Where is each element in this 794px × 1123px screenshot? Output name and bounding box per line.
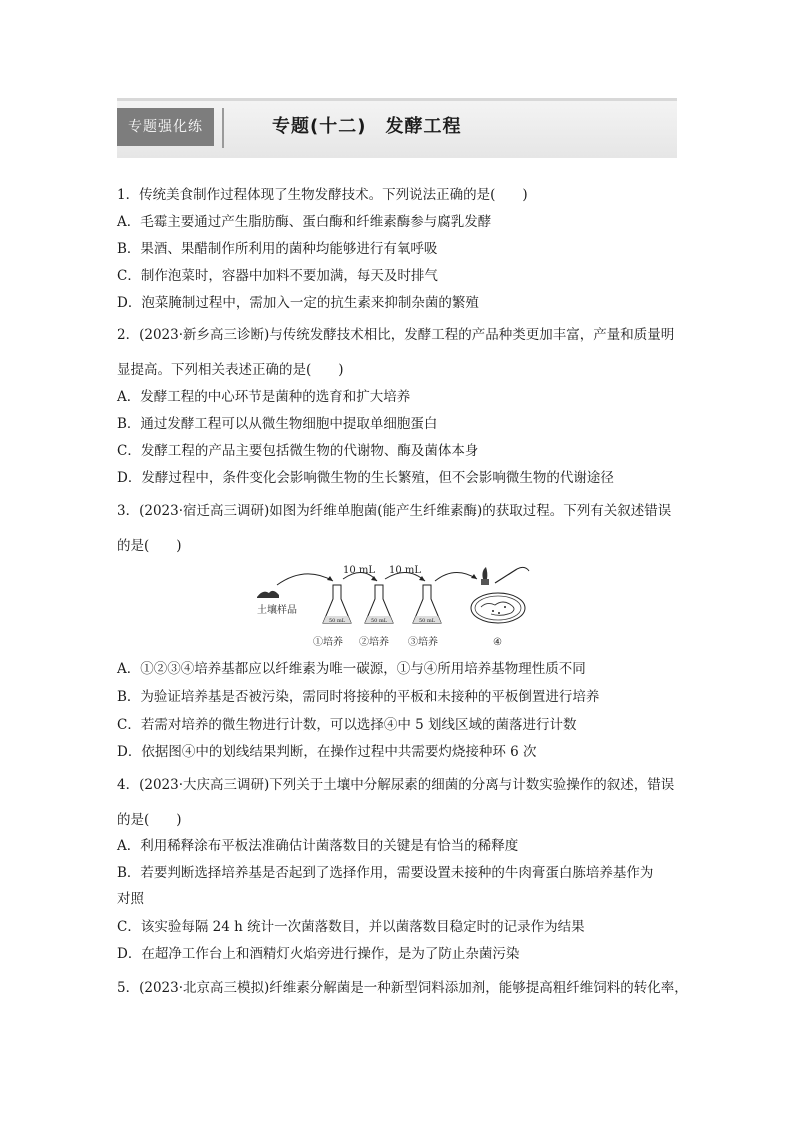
- question-3-option-a: A．①②③④培养基都应以纤维素为唯一碳源，①与④所用培养基物理性质不同: [117, 661, 586, 677]
- flask-1-icon: [323, 585, 351, 624]
- step-2-label: ②培养: [359, 637, 389, 648]
- step-4-label: ④: [493, 637, 502, 648]
- soil-sample-icon: [257, 591, 279, 598]
- transfer-volume-2: 10 mL: [389, 565, 422, 576]
- flask-2-volume: 50 mL: [371, 618, 388, 624]
- arrow-flask3-to-plate: [435, 572, 477, 581]
- question-1-stem: 1．传统美食制作过程体现了生物发酵技术。下列说法正确的是( ): [117, 187, 528, 203]
- arrow-soil-to-flask1: [277, 574, 333, 585]
- flask-3-volume: 50 mL: [419, 618, 436, 624]
- question-3-stem-line2: 的是( ): [117, 538, 182, 554]
- question-3-stem-line1: 3．(2023·宿迁高三调研)如图为纤维单胞菌(能产生纤维素酶)的获取过程。下列有关叙述错误: [117, 503, 672, 519]
- flask-3-icon: [413, 585, 441, 624]
- section-tag: 专题强化练: [117, 108, 214, 146]
- question-2-option-b: B．通过发酵工程可以从微生物细胞中提取单细胞蛋白: [117, 416, 438, 432]
- inoculating-loop-icon: [481, 567, 529, 585]
- page-title: 专题(十二) 发酵工程: [272, 116, 462, 137]
- question-3-option-d: D．依据图④中的划线结果判断，在操作过程中共需要灼烧接种环 6 次: [117, 744, 537, 760]
- question-1-option-a: A．毛霉主要通过产生脂肪酶、蛋白酶和纤维素酶参与腐乳发酵: [117, 214, 492, 230]
- petri-dish-icon: [471, 593, 525, 623]
- transfer-volume-1: 10 mL: [343, 565, 376, 576]
- question-4-stem-line2: 的是( ): [117, 812, 182, 828]
- soil-sample-label: 土壤样品: [257, 605, 297, 616]
- question-1-option-b: B．果酒、果醋制作所利用的菌种均能够进行有氧呼吸: [117, 241, 438, 257]
- header-divider: [222, 108, 224, 148]
- question-2-stem-line1: 2．(2023·新乡高三诊断)与传统发酵技术相比，发酵工程的产品种类更加丰富，产量和质量明: [117, 327, 675, 343]
- header-stripe: [117, 98, 677, 101]
- question-2-option-a: A．发酵工程的中心环节是菌种的选育和扩大培养: [117, 389, 411, 405]
- question-4-option-a: A．利用稀释涂布平板法准确估计菌落数目的关键是有恰当的稀释度: [117, 838, 519, 854]
- question-4-option-d: D．在超净工作台上和酒精灯火焰旁进行操作，是为了防止杂菌污染: [117, 946, 520, 962]
- question-3-option-b: B．为验证培养基是否被污染，需同时将接种的平板和未接种的平板倒置进行培养: [117, 689, 600, 705]
- question-1-option-c: C．制作泡菜时，容器中加料不要加满，每天及时排气: [117, 268, 438, 284]
- culture-process-figure: [255, 563, 535, 655]
- flask-1-volume: 50 mL: [329, 618, 346, 624]
- question-2-stem-line2: 显提高。下列相关表述正确的是( ): [117, 362, 344, 378]
- question-4-option-b-line2: 对照: [117, 891, 144, 907]
- flask-2-icon: [365, 585, 393, 624]
- step-1-label: ①培养: [313, 637, 343, 648]
- question-1-option-d: D．泡菜腌制过程中，需加入一定的抗生素来抑制杂菌的繁殖: [117, 295, 479, 311]
- step-3-label: ③培养: [408, 637, 438, 648]
- question-4-option-b-line1: B．若要判断选择培养基是否起到了选择作用，需要设置未接种的牛肉膏蛋白胨培养基作为: [117, 865, 654, 881]
- question-2-option-d: D．发酵过程中，条件变化会影响微生物的生长繁殖，但不会影响微生物的代谢途径: [117, 470, 614, 486]
- question-2-option-c: C．发酵工程的产品主要包括微生物的代谢物、酶及菌体本身: [117, 443, 479, 459]
- question-3-option-c: C．若需对培养的微生物进行计数，可以选择④中 5 划线区域的菌落进行计数: [117, 717, 577, 733]
- question-4-stem-line1: 4．(2023·大庆高三调研)下列关于土壤中分解尿素的细菌的分离与计数实验操作的叙述，错误: [117, 777, 675, 793]
- question-4-option-c: C．该实验每隔 24 h 统计一次菌落数目，并以菌落数目稳定时的记录作为结果: [117, 919, 585, 935]
- question-5-stem-line1: 5．(2023·北京高三模拟)纤维素分解菌是一种新型饲料添加剂，能够提高粗纤维饲料的转化率，: [117, 980, 688, 996]
